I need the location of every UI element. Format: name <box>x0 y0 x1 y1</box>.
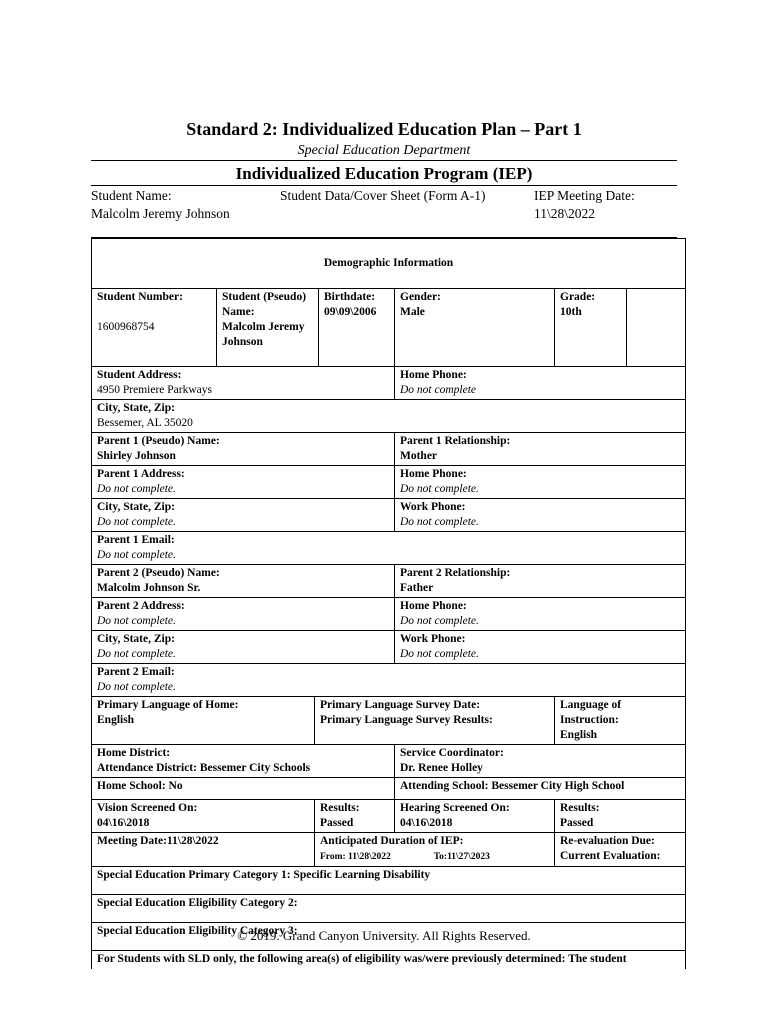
parent1-home-phone-label: Home Phone: <box>400 468 467 480</box>
table-row <box>92 800 686 833</box>
table-row <box>92 499 686 532</box>
parent2-home-phone-value: Do not complete. <box>400 615 479 627</box>
primary-category-text: Special Education Primary Category 1: Specific Learning Disability <box>97 869 431 881</box>
meeting-date-label: IEP Meeting Date: <box>534 188 635 203</box>
hearing-screened-label: Hearing Screened On: <box>400 802 510 814</box>
parent2-home-phone-label: Home Phone: <box>400 600 467 612</box>
table-row <box>92 833 686 867</box>
table-row <box>92 867 686 895</box>
pseudo-name-label: Student (Pseudo) Name: <box>222 291 307 318</box>
grade-value: 10th <box>560 306 582 318</box>
parent2-name-value: Malcolm Johnson Sr. <box>97 582 201 594</box>
attendance-district-value: Attendance District: Bessemer City Schools <box>97 762 311 774</box>
parent2-email-value: Do not complete. <box>97 681 176 693</box>
parent1-home-phone-cell <box>395 466 686 499</box>
table-row <box>92 778 686 800</box>
home-school-value: Home School: No <box>97 780 183 792</box>
student-number-value: 1600968754 <box>97 321 155 333</box>
student-name-block <box>91 187 230 223</box>
vision-screened-value: 04\16\2018 <box>97 817 150 829</box>
parent1-email-value: Do not complete. <box>97 549 176 561</box>
table-row <box>92 565 686 598</box>
parent2-email-cell <box>92 664 686 697</box>
table-row <box>92 466 686 499</box>
copyright-footer: © 2019. Grand Canyon University. All Rights Reserved. <box>237 928 531 943</box>
service-coordinator-value: Dr. Renee Holley <box>400 762 483 774</box>
table-row <box>92 745 686 778</box>
iep-duration-label: Anticipated Duration of IEP: <box>320 835 464 847</box>
parent1-work-phone-cell <box>395 499 686 532</box>
sld-note-text: For Students with SLD only, the following area(s) of eligibility was/were previously determined: The student <box>97 953 627 965</box>
student-number-cell <box>92 289 217 367</box>
document-title: Standard 2: Individualized Education Plan – Part 1 <box>186 119 582 139</box>
parent2-work-phone-value: Do not complete. <box>400 648 479 660</box>
meeting-date-cell <box>92 833 315 867</box>
pseudo-name-cell <box>217 289 319 367</box>
parent1-address-cell <box>92 466 395 499</box>
pseudo-name-value: Malcolm Jeremy Johnson <box>222 321 305 348</box>
top-divider <box>91 160 677 161</box>
student-city-label: City, State, Zip: <box>97 402 175 414</box>
eligibility-category-2-text: Special Education Eligibility Category 2: <box>97 897 298 909</box>
meeting-date-value: 11\28\2022 <box>534 206 596 221</box>
attending-school-value: Attending School: Bessemer City High School <box>400 780 625 792</box>
demographics-table <box>91 238 686 969</box>
demographics-heading: Demographic Information <box>92 239 686 289</box>
iep-duration-to: To:11\27\2023 <box>433 852 490 862</box>
table-row <box>92 697 686 745</box>
student-number-label: Student Number: <box>97 291 183 303</box>
vision-results-cell <box>315 800 395 833</box>
student-city-cell <box>92 400 686 433</box>
parent1-work-phone-label: Work Phone: <box>400 501 466 513</box>
hearing-screened-cell <box>395 800 555 833</box>
iep-duration-cell <box>315 833 555 867</box>
home-language-value: English <box>97 714 135 726</box>
parent2-work-phone-label: Work Phone: <box>400 633 466 645</box>
eligibility-category-3-text: Special Education Eligibility Category 3: <box>97 925 298 937</box>
gender-value: Male <box>400 306 425 318</box>
parent1-work-phone-value: Do not complete. <box>400 516 479 528</box>
reevaluation-cell <box>555 833 686 867</box>
meeting-date-block <box>534 187 635 223</box>
cover-sheet-label: Student Data/Cover Sheet (Form A-1) <box>280 188 486 203</box>
parent1-name-value: Shirley Johnson <box>97 450 176 462</box>
instruction-language-cell <box>555 697 686 745</box>
parent2-city-value: Do not complete. <box>97 648 176 660</box>
instruction-language-label: Language of Instruction: <box>560 699 622 726</box>
parent1-relationship-value: Mother <box>400 450 438 462</box>
hearing-screened-value: 04\16\2018 <box>400 817 453 829</box>
hearing-results-cell <box>555 800 686 833</box>
table-row <box>92 951 686 969</box>
iep-duration-from: From: 11\28\2022 <box>320 852 391 862</box>
table-row <box>92 433 686 466</box>
grade-cell <box>555 289 627 367</box>
parent1-home-phone-value: Do not complete. <box>400 483 479 495</box>
hearing-results-value: Passed <box>560 817 594 829</box>
reevaluation-label: Re-evaluation Due: <box>560 835 655 847</box>
table-row <box>92 289 686 367</box>
parent1-relationship-cell <box>395 433 686 466</box>
parent1-address-label: Parent 1 Address: <box>97 468 185 480</box>
parent2-relationship-cell <box>395 565 686 598</box>
parent1-address-value: Do not complete. <box>97 483 176 495</box>
language-survey-cell <box>315 697 555 745</box>
parent2-relationship-value: Father <box>400 582 434 594</box>
home-phone-label: Home Phone: <box>400 369 467 381</box>
student-address-cell <box>92 367 395 400</box>
cover-sheet-block <box>280 187 485 205</box>
parent1-name-label: Parent 1 (Pseudo) Name: <box>97 435 220 447</box>
survey-results-label: Primary Language Survey Results: <box>320 714 493 726</box>
vision-results-value: Passed <box>320 817 354 829</box>
birthdate-value: 09\09\2006 <box>324 306 377 318</box>
home-school-cell <box>92 778 395 800</box>
parent2-name-cell <box>92 565 395 598</box>
parent2-work-phone-cell <box>395 631 686 664</box>
table-row <box>92 532 686 565</box>
sld-note-cell <box>92 951 686 969</box>
parent1-email-label: Parent 1 Email: <box>97 534 175 546</box>
primary-category-cell <box>92 867 686 895</box>
parent1-relationship-label: Parent 1 Relationship: <box>400 435 511 447</box>
home-phone-cell <box>395 367 686 400</box>
program-title: Individualized Education Program (IEP) <box>235 164 533 183</box>
parent1-city-cell <box>92 499 395 532</box>
parent2-city-cell <box>92 631 395 664</box>
parent2-address-label: Parent 2 Address: <box>97 600 185 612</box>
vision-screened-label: Vision Screened On: <box>97 802 198 814</box>
eligibility-category-2-cell <box>92 895 686 923</box>
parent1-email-cell <box>92 532 686 565</box>
current-evaluation-label: Current Evaluation: <box>560 850 661 862</box>
parent2-name-label: Parent 2 (Pseudo) Name: <box>97 567 220 579</box>
parent2-relationship-label: Parent 2 Relationship: <box>400 567 511 579</box>
table-row <box>92 239 686 289</box>
parent2-home-phone-cell <box>395 598 686 631</box>
student-city-value: Bessemer, AL 35020 <box>97 417 193 429</box>
parent1-name-cell <box>92 433 395 466</box>
vision-screened-cell <box>92 800 315 833</box>
parent2-address-value: Do not complete. <box>97 615 176 627</box>
home-language-label: Primary Language of Home: <box>97 699 239 711</box>
department-subtitle: Special Education Department <box>297 143 471 158</box>
meeting-date-text: Meeting Date:11\28\2022 <box>97 835 219 847</box>
attending-school-cell <box>395 778 686 800</box>
hearing-results-label: Results: <box>560 802 600 814</box>
survey-date-label: Primary Language Survey Date: <box>320 699 481 711</box>
parent2-city-label: City, State, Zip: <box>97 633 175 645</box>
table-row <box>92 895 686 923</box>
gender-label: Gender: <box>400 291 441 303</box>
instruction-language-value: English <box>560 729 598 741</box>
table-row <box>92 400 686 433</box>
home-district-label: Home District: <box>97 747 171 759</box>
table-row <box>92 631 686 664</box>
grade-label: Grade: <box>560 291 596 303</box>
home-language-cell <box>92 697 315 745</box>
gender-cell <box>395 289 555 367</box>
service-coordinator-cell <box>395 745 686 778</box>
program-divider <box>91 185 677 186</box>
parent1-city-label: City, State, Zip: <box>97 501 175 513</box>
student-address-value: 4950 Premiere Parkways <box>97 384 212 396</box>
birthdate-cell <box>319 289 395 367</box>
table-row <box>92 664 686 697</box>
table-row <box>92 367 686 400</box>
parent1-city-value: Do not complete. <box>97 516 176 528</box>
vision-results-label: Results: <box>320 802 360 814</box>
student-name-value: Malcolm Jeremy Johnson <box>91 206 230 221</box>
parent2-email-label: Parent 2 Email: <box>97 666 175 678</box>
home-phone-value: Do not complete <box>400 384 477 396</box>
table-row <box>92 598 686 631</box>
home-district-cell <box>92 745 395 778</box>
empty-cell <box>627 289 686 367</box>
student-address-label: Student Address: <box>97 369 182 381</box>
service-coordinator-label: Service Coordinator: <box>400 747 504 759</box>
birthdate-label: Birthdate: <box>324 291 376 303</box>
parent2-address-cell <box>92 598 395 631</box>
student-name-label: Student Name: <box>91 188 172 203</box>
